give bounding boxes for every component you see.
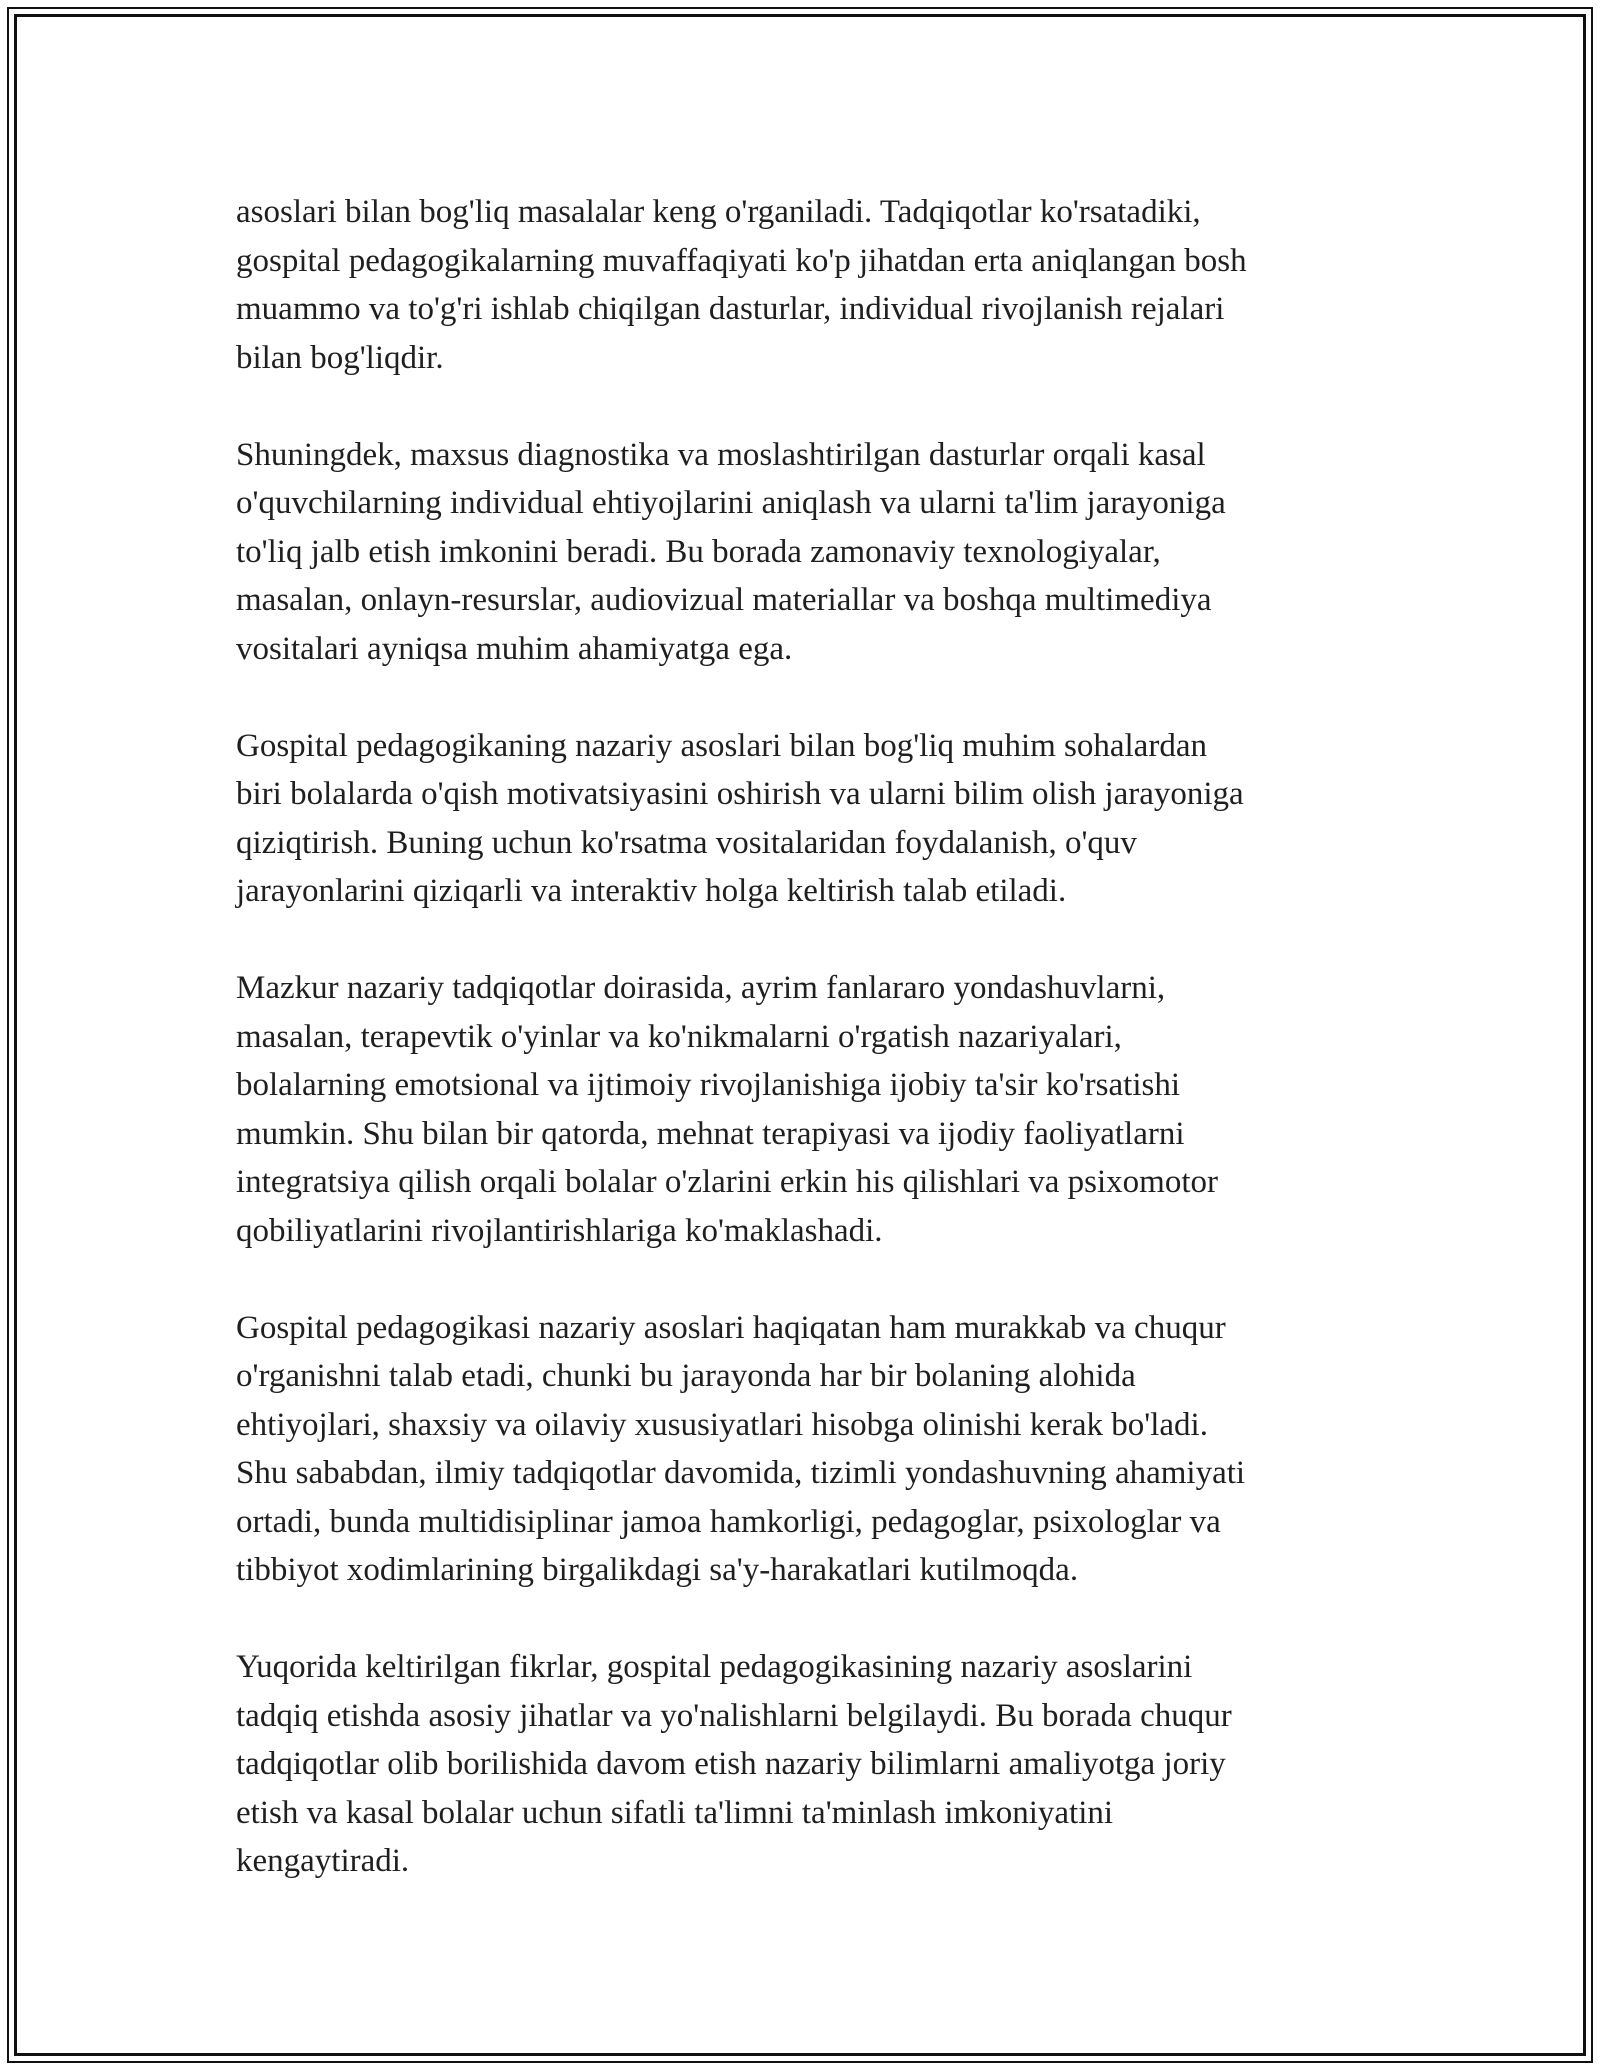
paragraph-4: Mazkur nazariy tadqiqotlar doirasida, ayrim fanlararo yondashuvlarni, masalan, terapevtik o'yinlar va ko'nikmalarni o'rgatish nazariyalari, bolalarning emotsional va ijtimoiy rivojlanishiga ijobiy ta'sir ko'rsatishi mumkin. Shu bilan bir qatorda, mehnat terapiyasi va ijodiy faoliyatlarni integratsiya qilish orqali bolalar o'zlarini erkin his qilishlari va psixomotor qobiliyatlarini rivojlantirishlariga ko'maklashadi.	[236, 970, 1218, 1249]
paragraph-3: Gospital pedagogikaning nazariy asoslari bilan bog'liq muhim sohalardan biri bolalarda o'qish motivatsiyasini oshirish va ularni bilim olish jarayoniga qiziqtirish. Buning uchun ko'rsatma vositalaridan foydalanish, o'quv jarayonlarini qiziqarli va interaktiv holga keltirish talab etiladi.	[236, 727, 1244, 909]
paragraph-1: asoslari bilan bog'liq masalalar keng o'rganiladi. Tadqiqotlar ko'rsatadiki, gospital pedagogikalarning muvaffaqiyati ko'p jihatdan erta aniqlangan bosh muammo va to'g'ri ishlab chiqilgan dasturlar, individual rivojlanish rejalari bilan bog'liqdir.	[236, 194, 1247, 376]
paragraph-2: Shuningdek, maxsus diagnostika va moslashtirilgan dasturlar orqali kasal o'quvchilarning individual ehtiyojlarini aniqlash va ularni ta'lim jarayoniga to'liq jalb etish imkonini beradi. Bu borada zamonaviy texnologiyalar, masalan, onlayn-resurslar, audiovizual materiallar va boshqa multimediya vositalari ayniqsa muhim ahamiyatga ega.	[236, 436, 1226, 667]
paragraph-5: Gospital pedagogikasi nazariy asoslari haqiqatan ham murakkab va chuqur o'rganishni talab etadi, chunki bu jarayonda har bir bolaning alohida ehtiyojlari, shaxsiy va oilaviy xususiyatlari hisobga olinishi kerak bo'ladi. Shu sababdan, ilmiy tadqiqotlar davomida, tizimli yondashuvning ahamiyati ortadi, bunda multidisiplinar jamoa hamkorligi, pedagoglar, psixologlar va tibbiyot xodimlarining birgalikdagi sa'y-harakatlari kutilmoqda.	[236, 1309, 1246, 1588]
paragraph-6: Yuqorida keltirilgan fikrlar, gospital pedagogikasining nazariy asoslarini tadqiq etishda asosiy jihatlar va yo'nalishlarni belgilaydi. Bu borada chuqur tadqiqotlar olib borilishida davom etish nazariy bilimlarni amaliyotga joriy etish va kasal bolalar uchun sifatli ta'limni ta'minlash imkoniyatini kengaytiradi.	[236, 1649, 1232, 1879]
document-body	[236, 188, 1376, 1934]
